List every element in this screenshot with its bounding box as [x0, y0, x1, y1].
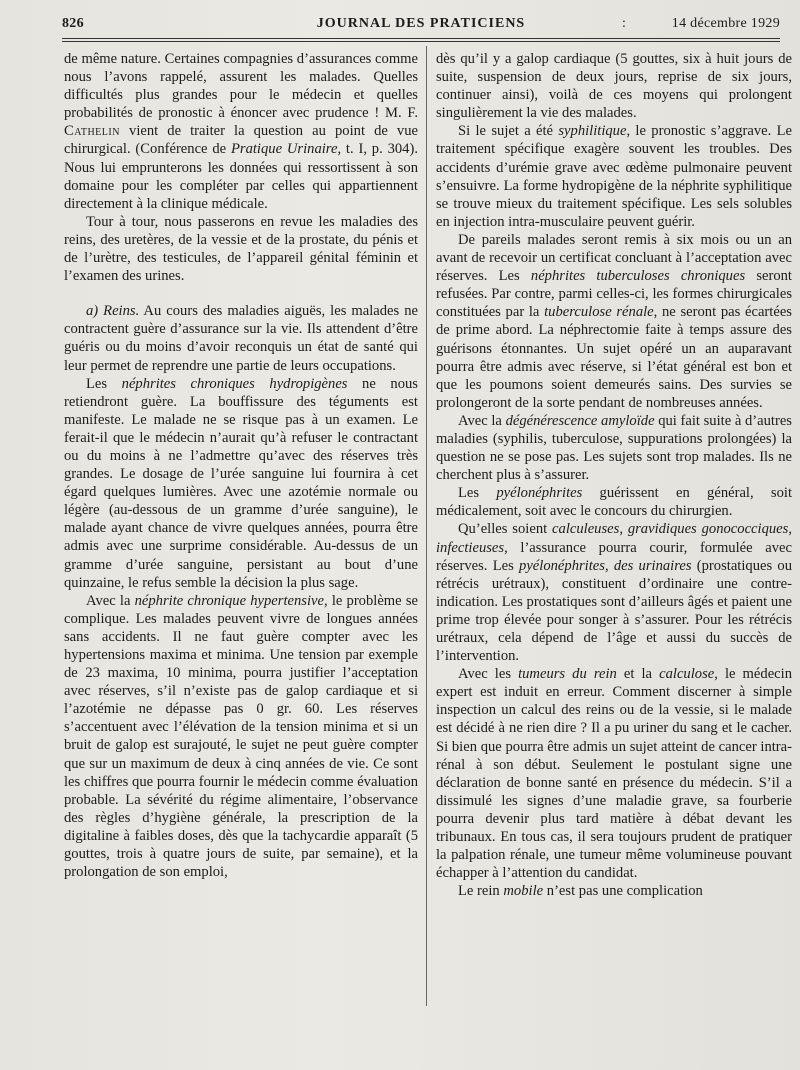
header-separator: : [622, 16, 627, 31]
author-name: Cathelin [64, 123, 120, 140]
paragraph: Qu’elles soient calculeuses, gravidiques gonococciques, infectieuses, l’assurance pourra courir, formulée avec réserves. Les pyélonéphrites, des urinaires (prostatiques ou rétrécis urétraux), constituent d’ordinaire une contre-indication. Les prostatiques sont d’ailleurs âgés et paient une prime trop élevée pour songer à s’assurer. Pour les rétrécis urétraux, cela dépend de l’âge et aussi du succès de l’intervention. [436, 521, 793, 665]
left-column [64, 50, 418, 881]
section-reins: a) Reins. Au cours des maladies aiguës, les malades ne contractent guère d’assurance sur la vie. Ils attendent d’être guéris ou du moins d’avoir reconquis un état de santé qui leur permet de reprendre une partie de leurs occupations. [64, 303, 418, 374]
page-header [62, 16, 780, 40]
term-italic: syphilitique [558, 123, 627, 140]
paragraph: Avec la néphrite chronique hypertensive, le problème se complique. Les malades peuvent vivre de longues années sans accidents. Il ne faut guère compter avec les hypertensions maxima et minima. Une tension par exemple de 23 maxima, 10 minima, pourra justifier l’acceptation avec réserves, s’il n’existe pas de galop cardiaque et si l’azotémie ne dépasse pas 0 gr. 60. Les réserves s’accentuent avec l’élévation de la tension minima et si un bruit de galop est surajouté, le sujet ne peut guère compter que sur un maximum de deux à cinq années de vie. Ce sont les chiffres que pourra fournir le médecin comme évaluation probable. La sévérité du régime alimentaire, l’observance des règles d’hygiène générale, la prescription de la digitaline à faibles doses, dès que la tachycardie apparaît (5 gouttes, trois à quatre jours de suite, par semaine), et la prolongation de son emploi, [64, 592, 418, 881]
section-label: a) Reins. [86, 303, 140, 320]
issue-date: 14 décembre 1929 [671, 16, 780, 31]
paragraph: Avec la dégénérescence amyloïde qui fait suite à d’autres maladies (syphilis, tuberculose, suppurations prolongées) la question ne se pose pas. Les sujets sont trop malades. Ils ne cherchent plus à s’assurer. [436, 412, 792, 484]
term-italic: pyélonéphrites, des urinaires [519, 557, 692, 574]
term-italic: néphrites chroniques hydropigènes [121, 375, 348, 392]
term-italic: calculose [659, 666, 715, 683]
paragraph: de même nature. Certaines compagnies d’assurances comme nous l’avons rappelé, assurent les malades. Quelles difficultés plus grandes pour le médecin et quelles probabilités de pronostic à énoncer avec prudence ! M. F. Cathelin vient de traiter la question au point de vue chirurgical. (Conférence de Pratique Urinaire, t. I, p. 304). Nous lui emprunterons les données qui ressortissent à son domaine pour les compléter par celles qui appartiennent directement à la clinique médicale. [64, 51, 418, 212]
paragraph: Les pyélonéphrites guérissent en général, soit médicalement, soit avec le concours du chirurgien. [436, 485, 792, 520]
term-italic: tuberculose rénale [544, 304, 654, 321]
header-rule [62, 38, 780, 42]
term-italic: pyélonéphrites [496, 485, 583, 502]
column-divider [426, 46, 427, 1006]
term-italic: néphrite chronique hypertensive [134, 592, 324, 609]
paragraph: dès qu’il y a galop cardiaque (5 gouttes, six à huit jours de suite, suspension de deux jours, reprise de six jours, continuer ainsi), voilà de ces moyens qui prolongent singulièrement la vie des malades. [436, 51, 792, 122]
paragraph: Le rein mobile n’est pas une complication [458, 883, 703, 900]
paragraph: Les néphrites chroniques hydropigènes ne nous retiendront guère. La bouffissure des téguments est manifeste. Le malade ne se risque pas à un examen. Le ferait-il que le médecin n’aurait qu’à refuser le contractant ou du moins à ne l’admettre qu’avec des réserves très grandes. Le dosage de l’urée sanguine lui fournira à cet égard quelques lumières. Avec une azotémie normale ou légère (au-dessous de un gramme d’urée sanguine), le malade ayant chance de vivre quelques années, pourra être admis avec une surprime considérable. Au-dessus de un gramme d’urée sanguine, persistant au bout d’une quinzaine, le refus semble la décision la plus sage. [64, 375, 418, 591]
journal-title: JOURNAL DES PRATICIENS [316, 16, 526, 31]
term-italic: néphrites tuberculoses chroniques [530, 268, 746, 285]
paragraph: Avec les tumeurs du rein et la calculose, le médecin expert est induit en erreur. Comment discerner à simple inspection un calcul des reins ou de la vessie, si le malade est décidé à ne rien dire ? Il a pu uriner du sang et le cacher. Si bien que pourra être admis un sujet atteint de cancer intra-rénal à son début. Seulement le postulant signe une déclaration de bonne santé en présence du médecin. S’il a dissimulé les signes d’une maladie grave, sa fourberie pourra devenir plus tard matière à débat devant les tribunaux. En tous cas, il sera toujours prudent de pratiquer la palpation rénale, une tumeur même volumineuse pouvant échapper à l’attention du candidat. [436, 666, 792, 882]
paragraph: Tour à tour, nous passerons en revue les maladies des reins, des uretères, de la vessie et de la prostate, du pénis et de l’urètre, des testicules, de l’appareil génital féminin et l’examen des urines. [64, 213, 418, 285]
paragraph: Si le sujet a été syphilitique, le pronostic s’aggrave. Le traitement spécifique exagère souvent les troubles. Des accidents d’urémie grave avec œdème pulmonaire peuvent s’ensuivre. La forme hydropigène de la néphrite syphilitique se trouve mieux du traitement spécifique. Les sels solubles en injection intra-musculaire peuvent guérir. [436, 123, 792, 230]
reference-title: Pratique Urinaire [230, 141, 338, 158]
page-number: 826 [62, 16, 84, 31]
paragraph: De pareils malades seront remis à six mois ou un an avant de recevoir un certificat concluant à l’acceptation avec réserves. Les néphrites tuberculoses chroniques seront refusées. Par contre, parmi celles-ci, les formes chirurgicales constituées par la tuberculose rénale, ne seront pas écartées de prime abord. La néphrectomie faite à temps assure des guérisons étonnantes. Un sujet opéré un an auparavant pourra être admis avec réserve, si l’état général est bon et que les poumons soient demeurés sains. Des survies se prolongeront de la sorte pendant de nombreuses années. [436, 231, 792, 411]
term-italic: dégénérescence amyloïde [505, 412, 655, 429]
term-italic: calculeuses, gravidiques gonococciques, infectieuses [436, 521, 792, 556]
right-column [436, 50, 792, 900]
term-italic: mobile [503, 883, 544, 900]
term-italic: tumeurs du rein [518, 666, 617, 683]
